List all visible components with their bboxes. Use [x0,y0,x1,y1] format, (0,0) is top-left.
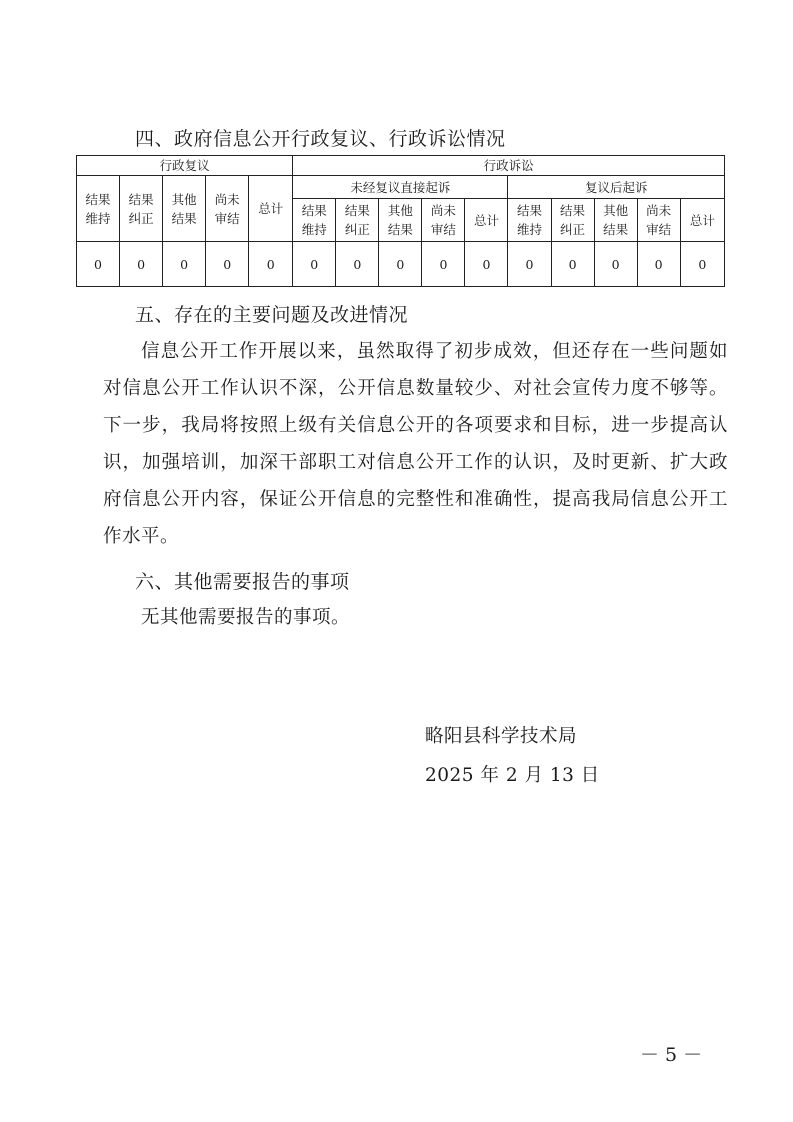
section-5-heading: 五、存在的主要问题及改进情况 [135,304,409,326]
table-cell: 0 [594,242,637,287]
after-corrected-header: 结果 纠正 [551,199,594,242]
table-cell: 0 [163,242,206,287]
table-cell: 0 [680,242,724,287]
section-6-paragraph: 无其他需要报告的事项。 [141,607,351,628]
section-6-heading: 六、其他需要报告的事项 [135,571,350,593]
table-cell: 0 [379,242,422,287]
table-row [77,242,725,287]
section-4-heading: 四、政府信息公开行政复议、行政诉讼情况 [135,128,506,150]
table-cell: 0 [249,242,293,287]
table-cell: 0 [206,242,249,287]
review-total-header: 总计 [249,176,293,242]
admin-review-header: 行政复议 [77,156,293,176]
section-5-paragraph: 信息公开工作开展以来，虽然取得了初步成效，但还存在一些问题如对信息公开工作认识不深，公开信息数量较少、对社会宣传力度不够等。下一步，我局将按照上级有关信息公开的各项要求和目标，进一步提高认识，加强培训，加深干部职工对信息公开工作的认识，及时更新、扩大政府信息公开内容，保证公开信息的完整性和准确性，提高我局信息公开工作水平。 [103,341,728,547]
direct-total-header: 总计 [465,199,508,242]
direct-other-header: 其他 结果 [379,199,422,242]
direct-corrected-header: 结果 纠正 [336,199,379,242]
table-cell: 0 [293,242,336,287]
after-other-header: 其他 结果 [594,199,637,242]
review-upheld-header: 结果 维持 [77,176,120,242]
after-pending-header: 尚未 审结 [637,199,680,242]
admin-litigation-header: 行政诉讼 [293,156,725,176]
direct-suit-header: 未经复议直接起诉 [293,176,508,199]
after-review-suit-header: 复议后起诉 [508,176,725,199]
direct-upheld-header: 结果 维持 [293,199,336,242]
review-corrected-header: 结果 纠正 [120,176,163,242]
review-litigation-table [76,155,725,287]
review-pending-header: 尚未 审结 [206,176,249,242]
table-cell: 0 [465,242,508,287]
table-cell: 0 [336,242,379,287]
table-cell: 0 [120,242,163,287]
review-other-header: 其他 结果 [163,176,206,242]
table-cell: 0 [551,242,594,287]
table-cell: 0 [422,242,465,287]
after-total-header: 总计 [680,199,724,242]
after-upheld-header: 结果 维持 [508,199,551,242]
table-cell: 0 [77,242,120,287]
signature-date: 2025 年 2 月 13 日 [425,765,600,786]
direct-pending-header: 尚未 审结 [422,199,465,242]
signature-org: 略阳县科学技术局 [425,726,578,747]
page-number: － 5 － [640,1044,703,1066]
table-cell: 0 [637,242,680,287]
table-cell: 0 [508,242,551,287]
